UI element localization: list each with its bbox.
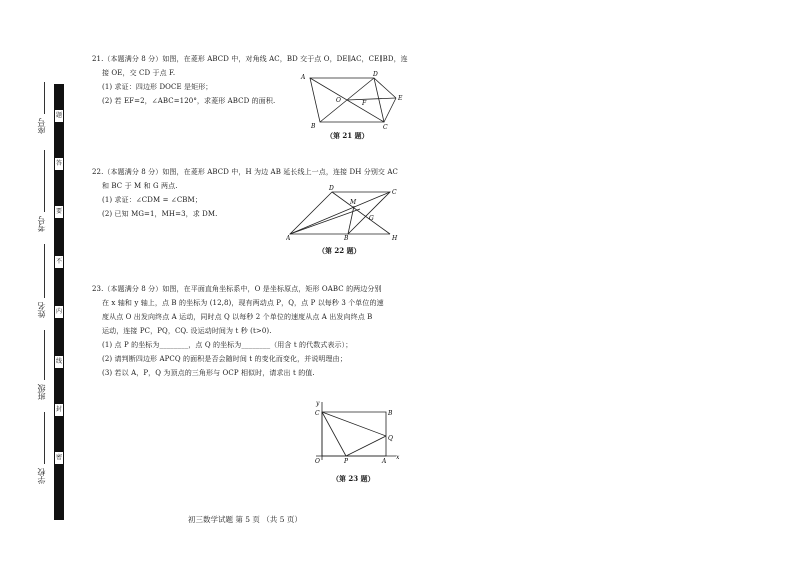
field-line-exam-no <box>44 150 45 212</box>
q22-part-2: (2) 已知 MG=1，MH=3，求 DM. <box>102 210 218 218</box>
point-label-b: B <box>311 123 316 130</box>
q23-line: 23.（本题满分 8 分）如图，在平面直角坐标系中，O 是坐标原点，矩形 OABC 的两边分别 <box>92 285 382 293</box>
caption-23: （第 23 题） <box>332 474 375 483</box>
field-label-school: 学校 <box>37 468 46 484</box>
field-line-seat <box>44 82 45 114</box>
axis-label-x: x <box>396 454 400 461</box>
segment-cq <box>322 412 386 436</box>
binding-char: 要 <box>55 206 63 218</box>
point-label-q: Q <box>388 435 393 442</box>
binding-char: 不 <box>55 256 63 268</box>
segment-de <box>374 78 396 98</box>
point-label-c: C <box>383 124 388 130</box>
segment-bm <box>348 206 354 234</box>
q21-line: 21.（本题满分 8 分）如图，在菱形 ABCD 中，对角线 AC，BD 交于点 O，DE∥AC，CE∥BD，连 <box>92 55 408 63</box>
segment-am <box>290 209 360 234</box>
point-label-h: H <box>392 235 398 240</box>
q21-part-1: (1) 求证：四边形 DOCE 是矩形； <box>102 83 213 91</box>
caption-21: （第 21 题） <box>326 131 369 140</box>
q21-part-2: (2) 若 EF=2，∠ABC=120°，求菱形 ABCD 的面积. <box>102 97 276 105</box>
binding-char: 答 <box>55 158 63 170</box>
q22-line: 和 BC 于 M 和 G 两点. <box>102 182 178 190</box>
point-label-p: P <box>344 458 349 465</box>
field-line-class <box>44 330 45 380</box>
figure-23 <box>310 398 406 466</box>
q23-line: 度从点 O 出发向终点 A 运动，同时点 Q 以每秒 2 个单位的速度从点 A 出发向终点 B <box>102 313 373 321</box>
binding-char: 题 <box>55 110 63 122</box>
q23-part-2: (2) 请判断四边形 APCQ 的面积是否会随时间 t 的变化而变化，并说明理由； <box>102 355 347 363</box>
point-label-b: B <box>344 235 349 240</box>
page-footer: 初三数学试题 第 5 页 （共 5 页） <box>188 515 302 524</box>
segment-ce <box>384 98 396 122</box>
figure-21 <box>298 70 408 130</box>
point-label-g: G <box>369 215 374 222</box>
axis-label-y: y <box>316 400 320 407</box>
point-label-a: A <box>286 235 291 240</box>
binding-char: 封 <box>55 404 63 416</box>
binding-char: 内 <box>55 306 63 318</box>
segment-pc <box>322 412 346 456</box>
q22-part-1: (1) 求证：∠CDM = ∠CBM； <box>102 196 202 204</box>
point-label-o: O <box>315 458 320 465</box>
point-label-c: C <box>392 189 397 196</box>
point-label-a: A <box>301 74 306 81</box>
q23-line: 在 x 轴和 y 轴上，点 B 的坐标为 (12,8)，现有两动点 P，Q，点 P 以每秒 3 个单位的速 <box>102 299 384 307</box>
field-line-school <box>44 412 45 464</box>
field-label-name: 姓名 <box>37 302 46 318</box>
point-label-d: D <box>329 185 334 192</box>
field-label-seat: 座号 <box>37 118 46 134</box>
segment-pq <box>346 436 386 456</box>
caption-22: （第 22 题） <box>318 246 361 255</box>
rectangle-oabc <box>322 412 386 456</box>
point-label-b: B <box>388 410 393 417</box>
point-label-f: F <box>362 100 367 107</box>
question-23 <box>92 282 384 380</box>
segment-oe <box>347 98 396 100</box>
q21-line: 接 OE，交 CD 于点 F. <box>102 69 176 77</box>
field-label-class: 班级 <box>37 384 46 400</box>
point-label-d: D <box>373 71 378 78</box>
q22-line: 22.（本题满分 8 分）如图，在菱形 ABCD 中，H 为边 AB 延长线上一点，连接 DH 分别交 AC <box>92 168 398 176</box>
diagonal-ac <box>290 192 390 234</box>
binding-char: 线 <box>55 356 63 368</box>
point-label-a: A <box>382 458 387 465</box>
q23-line: 运动，连接 PC，PQ，CQ. 设运动时间为 t 秒 (t>0). <box>102 327 272 335</box>
binding-char: 密 <box>55 452 63 464</box>
figure-22 <box>286 184 406 240</box>
point-label-o: O <box>336 97 341 104</box>
field-label-exam-no: 考号 <box>37 216 46 232</box>
field-line-name <box>44 244 45 298</box>
point-label-m: M <box>350 199 357 206</box>
q23-part-1: (1) 点 P 的坐标为________，点 Q 的坐标为________（用含 t 的代数式表示）； <box>102 341 353 349</box>
point-label-e: E <box>398 95 403 102</box>
point-label-c: C <box>315 410 320 417</box>
q23-part-3: (3) 若以 A，P，Q 为顶点的三角形与 OCP 相似时，请求出 t 的值. <box>102 369 315 377</box>
